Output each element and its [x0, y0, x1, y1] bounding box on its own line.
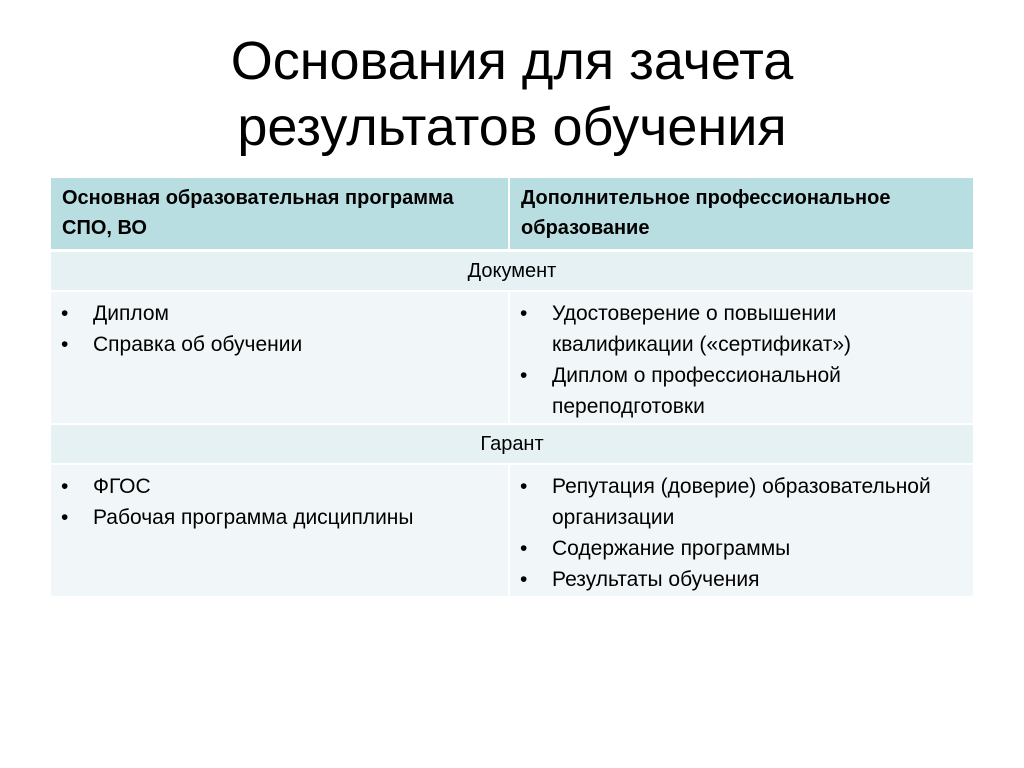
- slide-title-line-2: результатов обучения: [237, 97, 787, 157]
- slide-title: [0, 28, 1024, 160]
- bullet-list: [61, 298, 498, 360]
- section-header-document: Документ: [51, 252, 973, 292]
- bullet-list: [520, 298, 963, 422]
- column-header-additional-education: Дополнительное профессиональное образование: [510, 178, 973, 252]
- section-header-guarantor: Гарант: [51, 425, 973, 465]
- list-item: • Диплом: [61, 298, 498, 329]
- column-header-main-program: Основная образовательная программа СПО, ВО: [51, 178, 510, 252]
- list-item: • Рабочая программа дисциплины: [61, 502, 498, 533]
- bullet-list: [61, 471, 498, 533]
- list-item: • Содержание программы: [520, 533, 963, 564]
- guarantor-main-program-cell: [51, 465, 510, 598]
- slide-title-line-1: Основания для зачета: [230, 31, 794, 91]
- bullet-list: [520, 471, 963, 595]
- list-item: • Удостоверение о повышении квалификации («сертификат»): [520, 298, 963, 360]
- guarantor-additional-education-cell: [510, 465, 973, 598]
- list-item: • Результаты обучения: [520, 564, 963, 595]
- list-item: • ФГОС: [61, 471, 498, 502]
- comparison-table: [51, 178, 973, 598]
- list-item: • Справка об обучении: [61, 329, 498, 360]
- list-item: • Репутация (доверие) образовательной организации: [520, 471, 963, 533]
- list-item: • Диплом о профессиональной переподготовки: [520, 360, 963, 422]
- document-main-program-cell: [51, 292, 510, 425]
- document-additional-education-cell: [510, 292, 973, 425]
